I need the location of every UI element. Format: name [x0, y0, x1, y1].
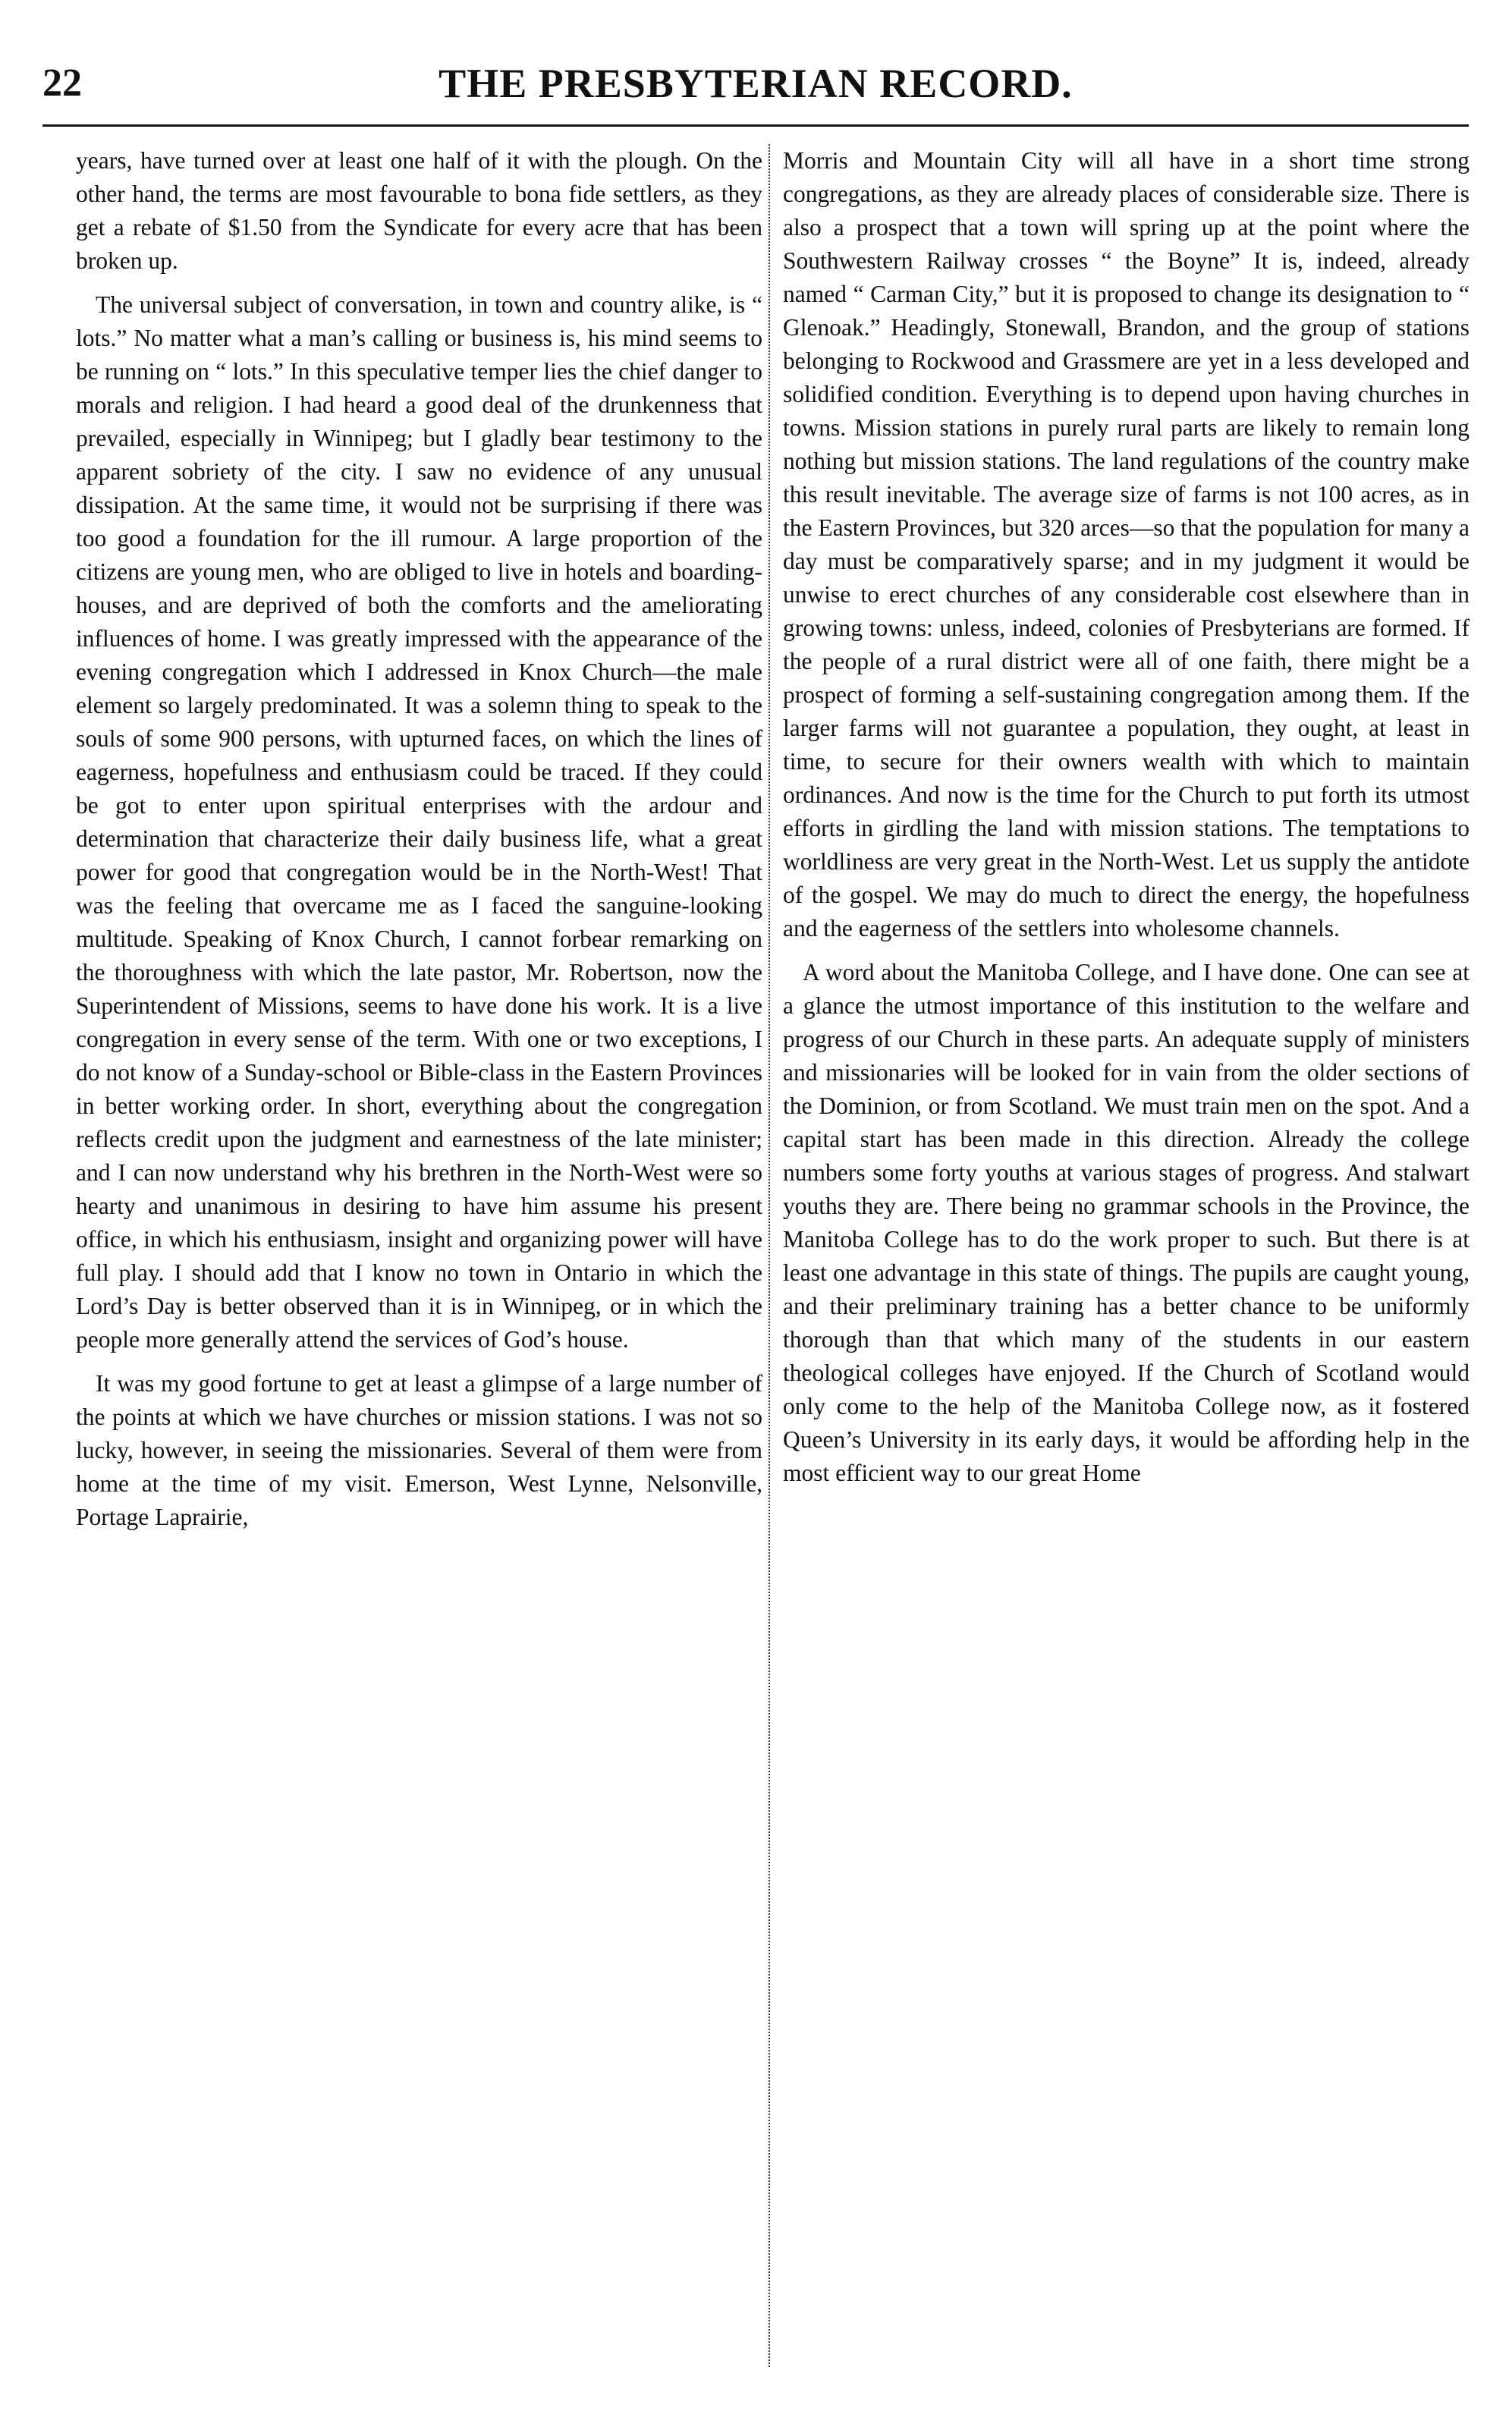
left-paragraph-1: years, have turned over at least one half of it with the plough. On the other hand, the terms are most favourable to bona fide settlers, as they get a rebate of $1.50 from the Syndicate for every acre that has been broken up. — [76, 147, 762, 274]
left-column — [76, 144, 762, 1534]
column-divider — [769, 144, 770, 2367]
header-rule — [42, 124, 1469, 127]
right-paragraph-2: A word about the Manitoba College, and I have done. One can see at a glance the utmost importance of this institution to the welfare and progress of our Church in these parts. An adequate supply of ministers and missionaries will be looked for in vain from the older sections of the Dominion, or from Scotland. We must train men on the spot. And a capital start has been made in this direction. Already the college numbers some forty youths at various stages of progress. And stalwart youths they are. There being no grammar schools in the Province, the Manitoba College has to do the work proper to such. But there is at least one advantage in this state of things. The pupils are caught young, and their preliminary training has a better chance to be uniformly thorough than that which many of the students in our eastern theological colleges have enjoyed. If the Church of Scotland would only come to the help of the Manitoba College now, as it fostered Queen’s University in its early days, it would be affording help in the most efficient way to our great Home — [783, 959, 1470, 1486]
journal-title: THE PRESBYTERIAN RECORD. — [439, 61, 1073, 106]
left-paragraph-2: The universal subject of conversation, in town and country alike, is “ lots.” No matter what a man’s calling or business is, his mind seems to be running on “ lots.” In this speculative temper lies the chief danger to morals and religion. I had heard a good deal of the drunkenness that prevailed, especially in Winnipeg; but I gladly bear testimony to the apparent sobriety of the city. I saw no evidence of any unusual dissipation. At the same time, it would not be surprising if there was too good a foundation for the ill rumour. A large proportion of the citizens are young men, who are obliged to live in hotels and boarding-houses, and are deprived of both the comforts and the ameliorating influences of home. I was greatly impressed with the appearance of the evening congregation which I addressed in Knox Church—the male element so largely predominated. It was a solemn thing to speak to the souls of some 900 persons, with upturned faces, on which the lines of eagerness, hopefulness and enthusiasm could be traced. If they could be got to enter upon spiritual enterprises with the ardour and determination that characterize their daily business life, what a great power for good that congregation would be in the North-West! That was the feeling that overcame me as I faced the sanguine-looking multitude. Speaking of Knox Church, I cannot forbear remarking on the thoroughness with which the late pastor, Mr. Robertson, now the Superintendent of Missions, seems to have done his work. It is a live congregation in every sense of the term. With one or two exceptions, I do not know of a Sunday-school or Bible-class in the Eastern Provinces in better working order. In short, everything about the congregation reflects credit upon the judgment and earnestness of the late minister; and I can now understand why his brethren in the North-West were so hearty and unanimous in desiring to have him assume his present office, in which his enthusiasm, insight and organizing power will have full play. I should add that I know no town in Ontario in which the Lord’s Day is better observed than it is in Winnipeg, or in which the people more generally attend the services of God’s house. — [76, 291, 762, 1353]
page-header — [42, 59, 1469, 120]
right-column — [783, 144, 1470, 1490]
right-paragraph-1: Morris and Mountain City will all have in a short time strong congregations, as they are already places of considerable size. There is also a prospect that a town will spring up at the point where the Southwestern Railway crosses “ the Boyne” It is, indeed, already named “ Carman City,” but it is proposed to change its designation to “ Glenoak.” Headingly, Stonewall, Brandon, and the group of stations belonging to Rockwood and Grassmere are yet in a less developed and solidified condition. Everything is to depend upon having churches in towns. Mission stations in purely rural parts are likely to remain long nothing but mission stations. The land regulations of the country make this result inevitable. The average size of farms is not 100 acres, as in the Eastern Provinces, but 320 arces—so that the population for many a day must be comparatively sparse; and in my judgment it would be unwise to erect churches of any considerable cost elsewhere than in growing towns: unless, indeed, colonies of Presbyterians are formed. If the people of a rural district were all of one faith, there might be a prospect of forming a self-sustaining congregation among them. If the larger farms will not guarantee a population, they ought, at least in time, to secure for their owners wealth with which to maintain ordinances. And now is the time for the Church to put forth its utmost efforts in girdling the land with mission stations. The temptations to worldliness are very great in the North-West. Let us supply the antidote of the gospel. We may do much to direct the energy, the hopefulness and the eagerness of the settlers into wholesome channels. — [783, 147, 1470, 941]
page-number: 22 — [42, 61, 82, 105]
left-paragraph-3: It was my good fortune to get at least a glimpse of a large number of the points at which we have churches or mission stations. I was not so lucky, however, in seeing the missionaries. Several of them were from home at the time of my visit. Emerson, West Lynne, Nelsonville, Portage Laprairie, — [76, 1370, 762, 1530]
